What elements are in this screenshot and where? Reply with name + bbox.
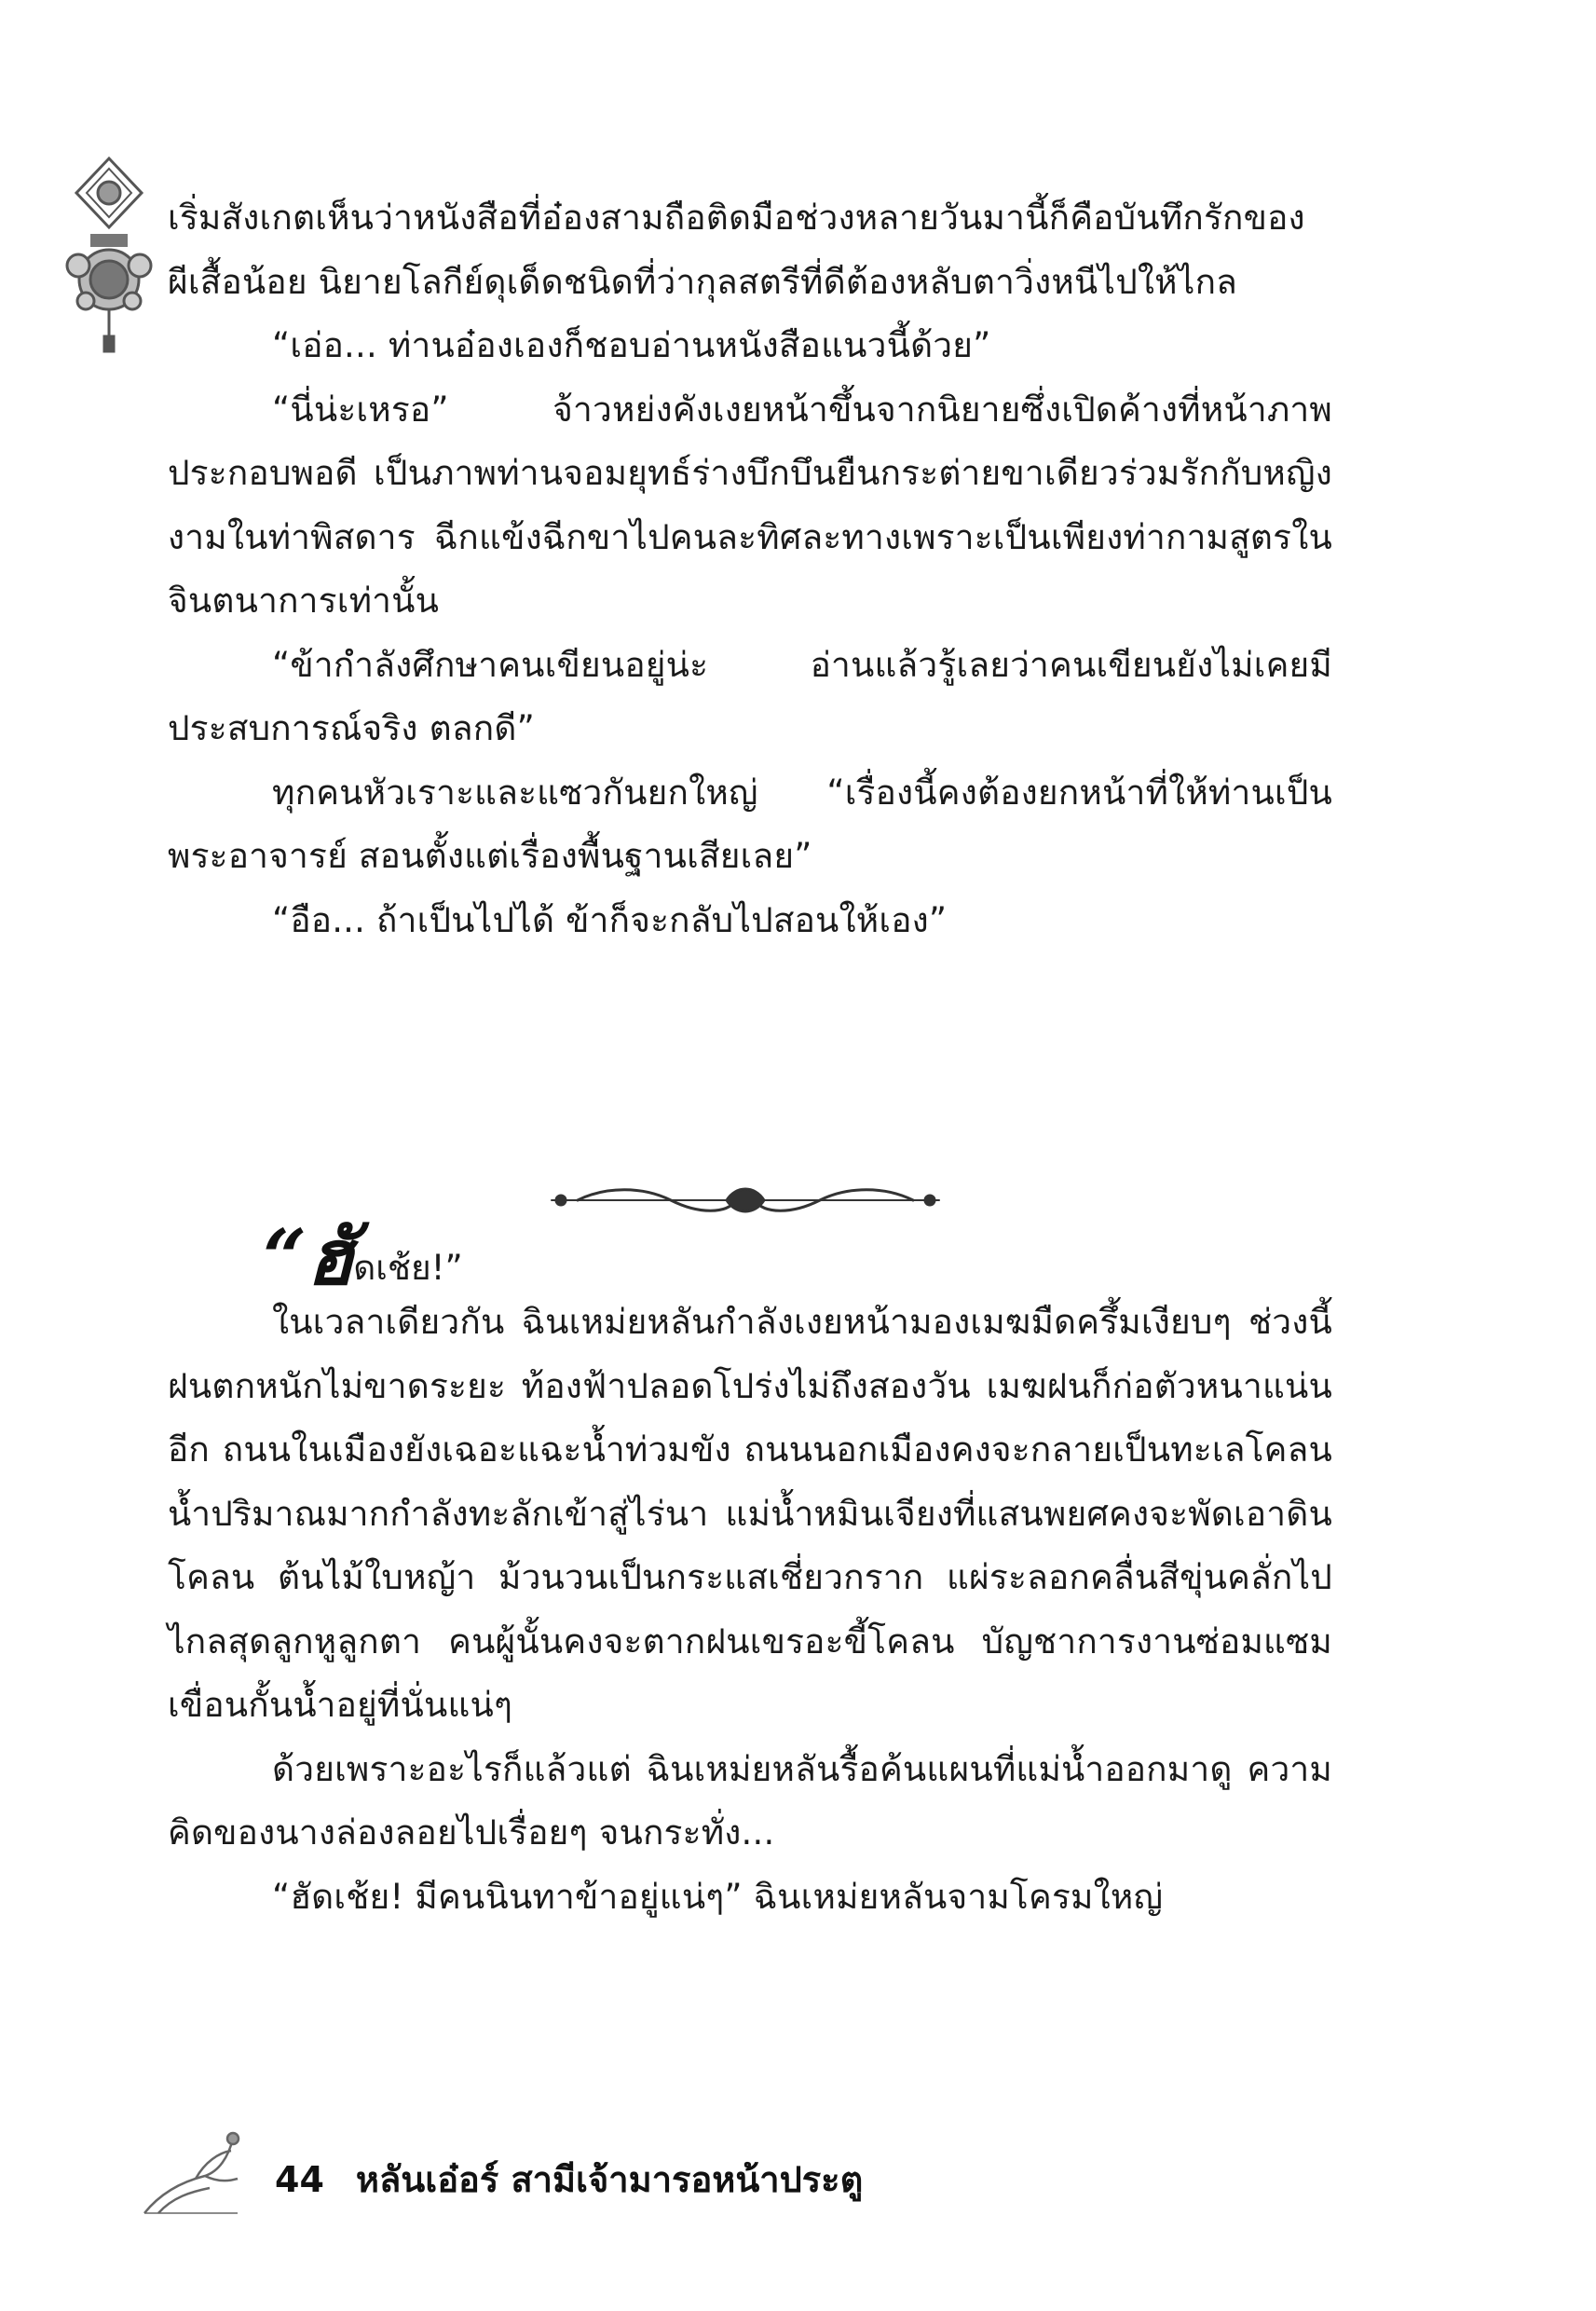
paragraph: “ฮัดเช้ย! มีคนนินทาข้าอยู่แน่ๆ” ฉินเหม่ยหลันจามโครมใหญ่ [272, 1876, 1164, 1917]
bottom-text-block [168, 1291, 1332, 1929]
paragraph: “นี่น่ะเหรอ” จ้าวหย่งคังเงยหน้าขึ้นจากนิยายซึ่งเปิดค้างที่หน้าภาพประกอบพอดี เป็นภาพท่านจอมยุทธ์ร่างบึกบึนยืนกระต่ายขาเดียวร่วมรักกับหญิงงามในท่าพิสดาร ฉีกแข้งฉีกขาไปคนละทิศละทางเพราะเป็นเพียงท่ากามสูตรในจินตนาการเท่านั้น [168, 389, 1332, 621]
paragraph: เริ่มสังเกตเห็นว่าหนังสือที่อ๋องสามถือติดมือช่วงหลายวันมานี้ก็คือบันทึกรักของผีเสื้อน้อย นิยายโลกีย์ดุเด็ดชนิดที่ว่ากุลสตรีที่ดีต้องหลับตาวิ่งหนีไปให้ไกล [168, 198, 1305, 302]
dropcap-rest: ดเช้ย!” [353, 1248, 463, 1288]
paragraph: ในเวลาเดียวกัน ฉินเหม่ยหลันกำลังเงยหน้ามองเมฆมืดครึ้มเงียบๆ ช่วงนี้ฝนตกหนักไม่ขาดระยะ ท้องฟ้าปลอดโปร่งไม่ถึงสองวัน เมฆฝนก็ก่อตัวหนาแน่นอีก ถนนในเมืองยังเฉอะแฉะน้ำท่วมขัง ถนนนอกเมืองคงจะกลายเป็นทะเลโคลน น้ำปริมาณมากกำลังทะลักเข้าสู่ไร่นา แม่น้ำหมินเจียงที่แสนพยศคงจะพัดเอาดินโคลน ต้นไม้ใบหญ้า ม้วนวนเป็นกระแสเชี่ยวกราก แผ่ระลอกคลื่นสีขุ่นคลั่กไปไกลสุดลูกหูลูกตา คนผู้นั้นคงจะตากฝนเขรอะขี้โคลน บัญชาการงานซ่อมแซมเขื่อนกั้นน้ำอยู่ที่นั่นแน่ๆ [168, 1302, 1332, 1725]
paragraph: “อือ... ถ้าเป็นไปได้ ข้าก็จะกลับไปสอนให้เอง” [272, 899, 948, 940]
dropcap-letter: “ฮั [263, 1213, 354, 1303]
flower-ornament-icon [140, 2125, 242, 2218]
scene-divider-ornament-icon [550, 1182, 941, 1219]
dropcap-heading [263, 1213, 463, 1303]
paragraph: ทุกคนหัวเราะและแซวกันยกใหญ่ “เรื่องนี้คงต้องยกหน้าที่ให้ท่านเป็นพระอาจารย์ สอนตั้งแต่เรื่องพื้นฐานเสียเลย” [168, 772, 1332, 876]
paragraph: ด้วยเพราะอะไรก็แล้วแต่ ฉินเหม่ยหลันรื้อค้นแผนที่แม่น้ำออกมาดู ความคิดของนางล่องลอยไปเรื่อยๆ จนกระทั่ง... [168, 1748, 1332, 1853]
paragraph: “เอ่อ... ท่านอ๋องเองก็ชอบอ่านหนังสือแนวนี้ด้วย” [272, 325, 991, 365]
page-footer [140, 2125, 978, 2218]
footer-label [275, 2151, 894, 2208]
chapter-emblem-icon [58, 154, 160, 354]
top-text-block [168, 186, 1332, 952]
page-number: 44 [275, 2159, 324, 2200]
paragraph: “ข้ากำลังศึกษาคนเขียนอยู่น่ะ อ่านแล้วรู้เลยว่าคนเขียนยังไม่เคยมีประสบการณ์จริง ตลกดี” [168, 644, 1332, 748]
book-title: หลันเอ๋อร์ สามีเจ้ามารอหน้าประตู [355, 2159, 864, 2200]
